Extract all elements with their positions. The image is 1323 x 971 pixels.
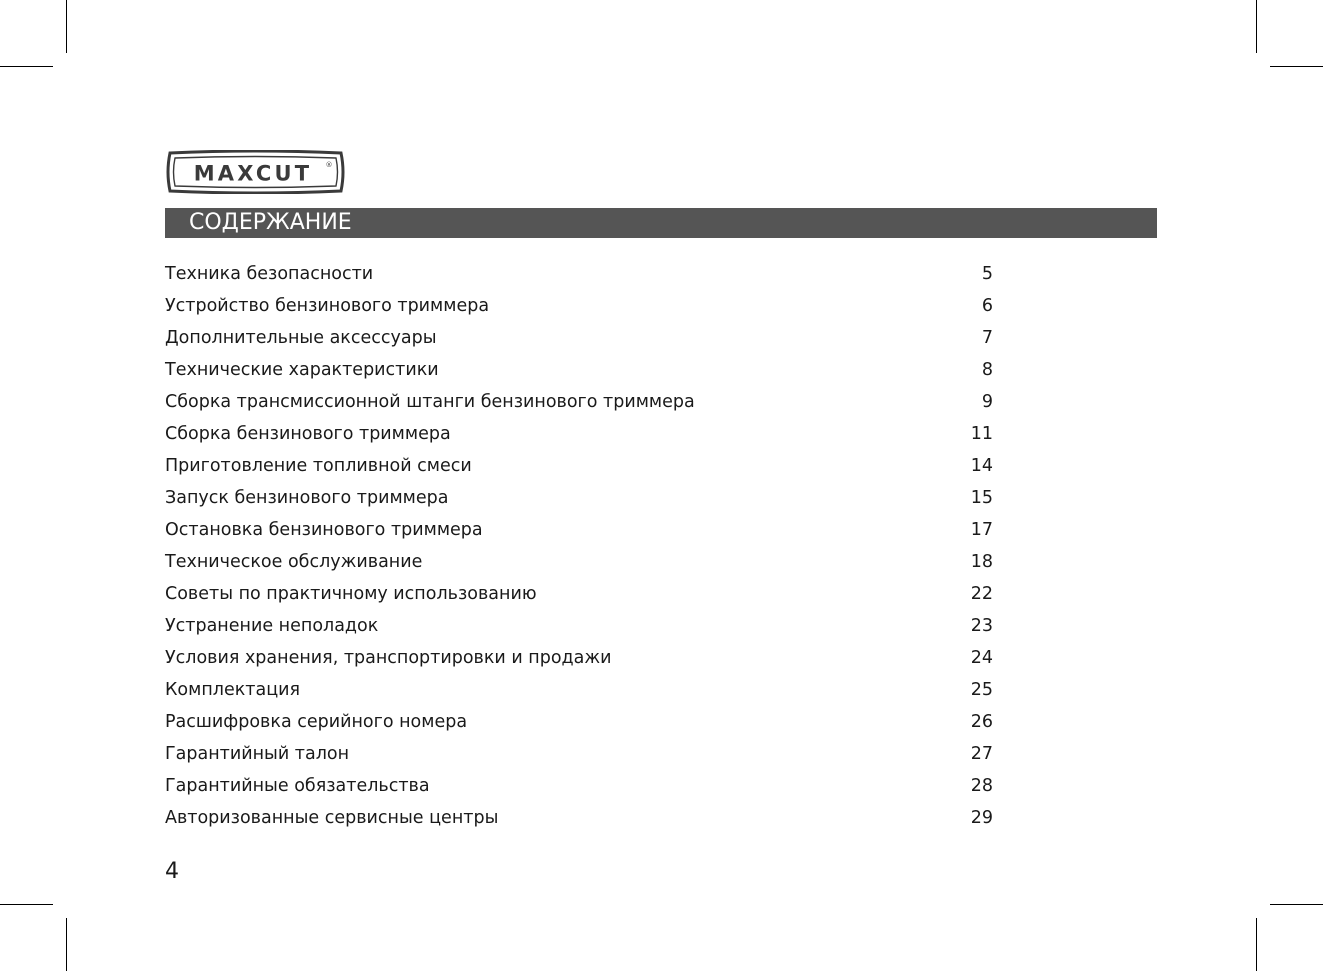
toc-entry[interactable] <box>165 546 993 578</box>
crop-mark <box>1270 904 1323 905</box>
section-title: СОДЕРЖАНИЕ <box>189 210 352 235</box>
toc-entry-title: Запуск бензинового триммера <box>165 488 449 508</box>
toc-entry[interactable] <box>165 706 993 738</box>
toc-entry-title: Авторизованные сервисные центры <box>165 808 499 828</box>
toc-entry-page: 29 <box>970 808 993 828</box>
toc-entry-title: Техника безопасности <box>165 264 374 284</box>
crop-mark <box>0 66 53 67</box>
toc-entry-page: 9 <box>981 392 993 412</box>
page-number: 4 <box>165 859 179 884</box>
toc-entry-title: Сборка бензинового триммера <box>165 424 451 444</box>
toc-entry-title: Технические характеристики <box>165 360 439 380</box>
toc-entry-title: Остановка бензинового триммера <box>165 520 483 540</box>
toc-entry-title: Комплектация <box>165 680 301 700</box>
toc-entry[interactable] <box>165 514 993 546</box>
toc-entry-title: Расшифровка серийного номера <box>165 712 468 732</box>
toc-entry-page: 6 <box>981 296 993 316</box>
toc-entry-title: Приготовление топливной смеси <box>165 456 472 476</box>
toc-entry[interactable] <box>165 674 993 706</box>
toc-entry-page: 5 <box>981 264 993 284</box>
toc-entry[interactable] <box>165 482 993 514</box>
toc-entry-page: 18 <box>970 552 993 572</box>
crop-mark <box>0 904 53 905</box>
crop-mark <box>1256 0 1257 53</box>
toc-entry[interactable] <box>165 770 993 802</box>
toc-entry[interactable] <box>165 802 993 834</box>
toc-entry-page: 7 <box>981 328 993 348</box>
toc-entry-page: 22 <box>970 584 993 604</box>
toc-entry-page: 24 <box>970 648 993 668</box>
toc-entry-title: Техническое обслуживание <box>165 552 423 572</box>
toc-entry-title: Гарантийные обязательства <box>165 776 430 796</box>
toc-entry-title: Условия хранения, транспортировки и продажи <box>165 648 612 668</box>
toc-entry-page: 11 <box>970 424 993 444</box>
toc-entry-page: 17 <box>970 520 993 540</box>
toc-entry-page: 28 <box>970 776 993 796</box>
toc-entry-title: Дополнительные аксессуары <box>165 328 437 348</box>
toc-entry-page: 14 <box>970 456 993 476</box>
toc-entry-title: Сборка трансмиссионной штанги бензинового триммера <box>165 392 695 412</box>
toc-entry-page: 15 <box>970 488 993 508</box>
toc-entry-title: Устранение неполадок <box>165 616 379 636</box>
crop-mark <box>66 0 67 53</box>
toc-entry[interactable] <box>165 386 993 418</box>
toc-entry-page: 8 <box>981 360 993 380</box>
toc-entry-page: 27 <box>970 744 993 764</box>
section-header-bar <box>165 208 1157 238</box>
table-of-contents <box>165 258 993 834</box>
toc-entry[interactable] <box>165 610 993 642</box>
svg-text:®: ® <box>325 161 333 169</box>
toc-entry[interactable] <box>165 450 993 482</box>
toc-entry[interactable] <box>165 418 993 450</box>
toc-entry-title: Гарантийный талон <box>165 744 350 764</box>
crop-mark <box>1256 918 1257 971</box>
toc-entry-page: 25 <box>970 680 993 700</box>
toc-entry-page: 23 <box>970 616 993 636</box>
maxcut-logo <box>164 150 347 194</box>
toc-entry-title: Устройство бензинового триммера <box>165 296 490 316</box>
toc-entry-title: Советы по практичному использованию <box>165 584 537 604</box>
toc-entry[interactable] <box>165 578 993 610</box>
toc-entry[interactable] <box>165 258 993 290</box>
toc-entry[interactable] <box>165 322 993 354</box>
toc-entry[interactable] <box>165 290 993 322</box>
toc-entry[interactable] <box>165 354 993 386</box>
crop-mark <box>66 918 67 971</box>
toc-entry[interactable] <box>165 738 993 770</box>
svg-text:MAXCUT: MAXCUT <box>193 161 313 186</box>
toc-entry[interactable] <box>165 642 993 674</box>
crop-mark <box>1270 66 1323 67</box>
toc-entry-page: 26 <box>970 712 993 732</box>
